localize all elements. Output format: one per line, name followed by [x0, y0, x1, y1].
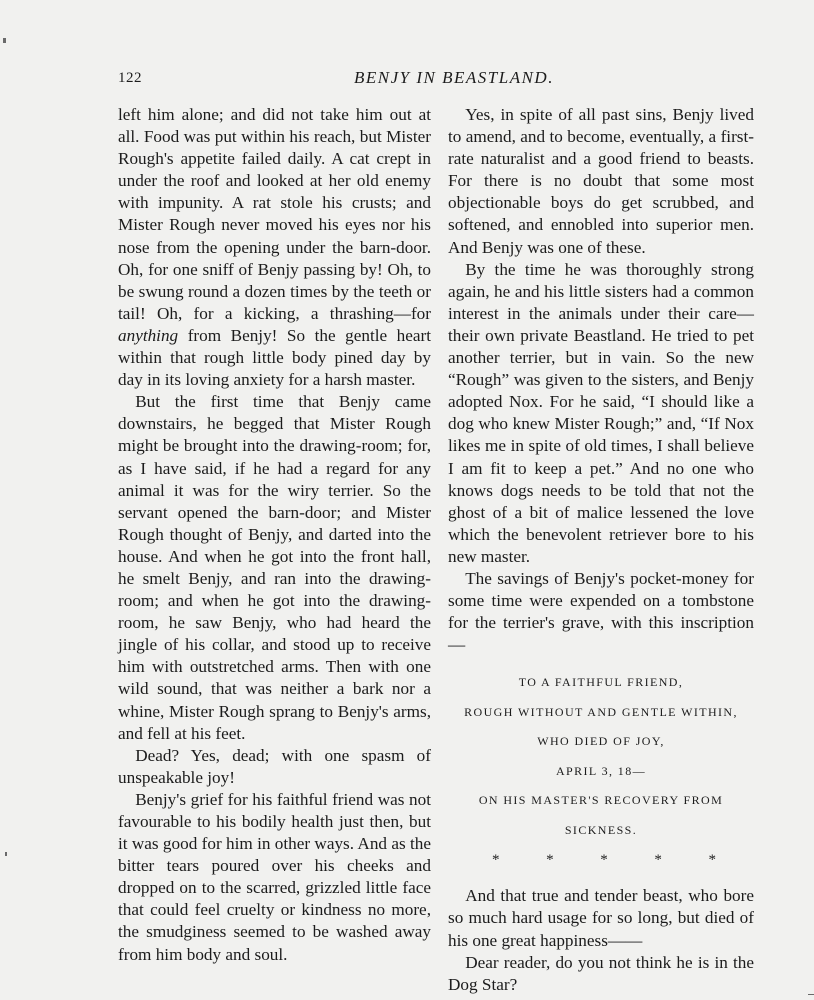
paragraph: Benjy's grief for his faithful friend was not favourable to his bodily health just then, but it was good for him in other ways. And as the bitter tears poured over his cheeks and dropped on to the scarred, grizzled little face that could feel cruelty or kindness no more, the smudginess seemed to be washed away from him body and soul. — [118, 789, 431, 964]
page-header — [118, 68, 754, 92]
asterisk: * — [492, 852, 500, 869]
asterism-divider — [492, 853, 716, 867]
asterisk: * — [546, 852, 554, 869]
paragraph — [118, 104, 431, 391]
paragraph-text: from Benjy! So the gentle heart within that rough little body pined day by day in its loving anxiety for a harsh master. — [118, 325, 432, 390]
inscription-line: ROUGH WITHOUT AND GENTLE WITHIN, — [464, 704, 738, 719]
scan-speck — [3, 38, 6, 43]
asterisk: * — [600, 852, 608, 869]
running-title: BENJY IN BEASTLAND. — [354, 68, 554, 87]
paragraph: And that true and tender beast, who bore so much hard usage for so long, but died of his one great happiness—— — [448, 886, 754, 950]
page-number: 122 — [118, 70, 142, 86]
scan-speck — [808, 994, 814, 995]
inscription-line: WHO DIED OF JOY, — [537, 734, 665, 749]
inscription-line: APRIL 3, 18— — [555, 763, 647, 778]
paragraph: Yes, in spite of all past sins, Benjy lived to amend, and to become, eventually, a first-rate naturalist and a good friend to beasts. For there is no doubt that some most objectionable boys do get scrubbed, and softened, and ennobled into superior men. And Benjy was one of these. — [448, 105, 754, 257]
right-column — [448, 104, 754, 996]
paragraph: But the first time that Benjy came downstairs, he begged that Mister Rough might be brought into the drawing-room; for, as I have said, if he had a regard for any animal it was for the wiry terrier. So the servant opened the barn-door; and Mister Rough thought of Benjy, and darted into the house. And when he got into the front hall, he smelt Benjy, and ran into the drawing-room; and when he got into the drawing-room, he saw Benjy, who had heard the jingle of his collar, and stood up to receive him with outstretched arms. Then with one wild sound, that was neither a bark nor a whine, Mister Rough sprang to Benjy's arms, and fell at his feet. — [118, 392, 431, 743]
spacer — [448, 871, 754, 885]
paragraph-text: left him alone; and did not take him out at all. Food was put within his reach, but Mister Rough's appetite failed daily. A cat crept in under the roof and looked at her old enemy with impunity. A rat stole his crusts; and Mister Rough never moved his eyes nor his nose from the opening under the barn-door. Oh, for one sniff of Benjy passing by! Oh, to be swung round a dozen times by the teeth or tail! Oh, for a kicking, a thrashing—for — [118, 105, 431, 323]
inscription-line: SICKNESS. — [564, 822, 638, 837]
emphasis-text: anything — [118, 325, 179, 345]
paragraph: Dead? Yes, dead; with one spasm of unspeakable joy! — [118, 745, 431, 787]
left-column — [118, 104, 431, 966]
inscription-line: TO A FAITHFUL FRIEND, — [518, 675, 684, 690]
paragraph: Dear reader, do you not think he is in the Dog Star? — [448, 952, 754, 994]
asterisk: * — [654, 852, 662, 869]
paragraph: By the time he was thoroughly strong again, he and his little sisters had a common interest in the animals under their care—their own private Beastland. He tried to pet another terrier, but in vain. So the new “Rough” was given to the sisters, and Benjy adopted Nox. For he said, “I should like a dog who knew Mister Rough;” and, “If Nox likes me in spite of old times, I shall believe I am fit to keep a pet.” And no one who knows dogs needs to be told that not the ghost of a bit of malice lessened the love which the benevolent retriever bore to his new master. — [448, 259, 754, 566]
scan-speck — [5, 852, 7, 856]
asterisk: * — [708, 852, 716, 869]
tombstone-inscription — [448, 668, 754, 845]
paragraph: The savings of Benjy's pocket-money for some time were expended on a tombstone for the terrier's grave, with this inscription— — [448, 568, 754, 655]
inscription-line: ON HIS MASTER'S RECOVERY FROM — [478, 793, 724, 808]
